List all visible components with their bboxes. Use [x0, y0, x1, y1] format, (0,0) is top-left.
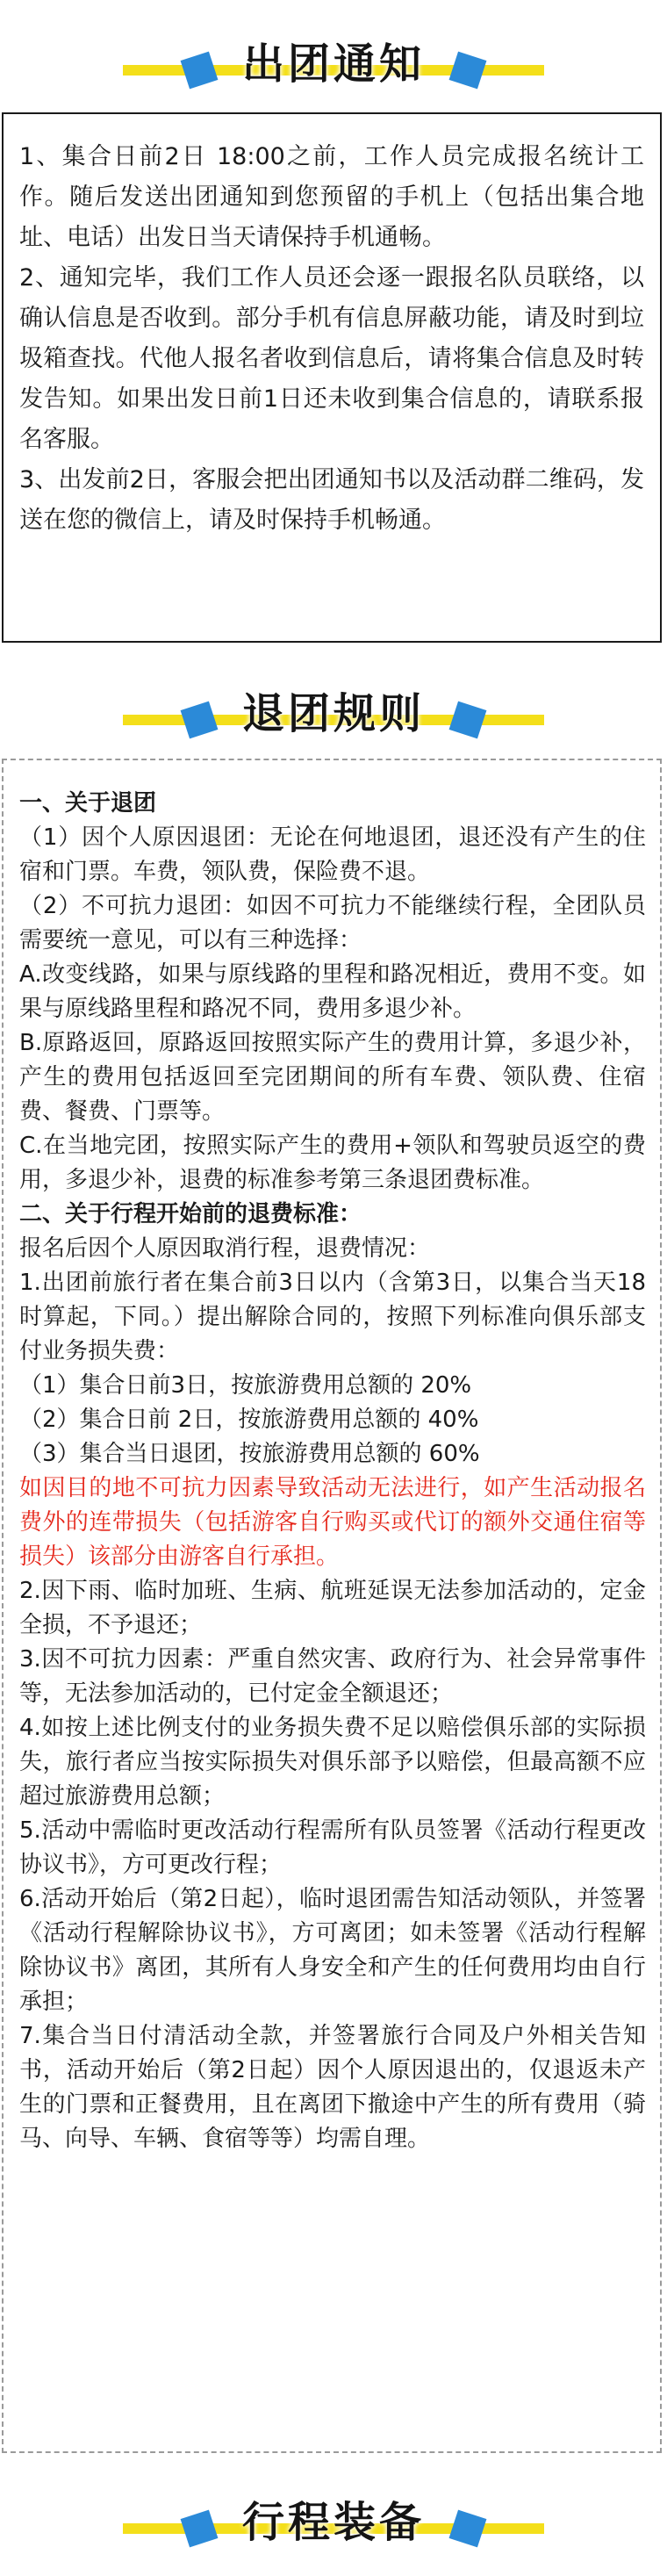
rule-line: 7.集合当日付清活动全款，并签署旅行合同及户外相关告知书，活动开始后（第2日起）因个人原因退出的，仅退返未产生的门票和正餐费用，且在离团下撤途中产生的所有费用（骑马、向导、车辆、食宿等等）均需自理。 — [19, 2023, 646, 2152]
refund-rules-box — [2, 759, 662, 2453]
rule-line: 5.活动中需临时更改活动行程需所有队员签署《活动行程更改协议书》，方可更改行程； — [19, 1817, 646, 1878]
rule-line: B.原路返回，原路返回按照实际产生的费用计算，多退少补，产生的费用包括返回至完团期间的所有车费、领队费、住宿费、餐费、门票等。 — [19, 1030, 646, 1125]
rule-line: （3）集合当日退团，按旅游费用总额的 60% — [19, 1441, 480, 1467]
rule-line: （2）不可抗力退团：如因不可抗力不能继续行程，全团队员需要统一意见，可以有三种选择： — [19, 893, 646, 953]
heading-refund-rules — [0, 676, 667, 746]
section-title: 退团规则 — [241, 689, 425, 738]
rule-warning: 如因目的地不可抗力因素导致活动无法进行，如产生活动报名费外的连带损失（包括游客自行购买或代订的额外交通住宿等损失）该部分由游客自行承担。 — [19, 1475, 646, 1570]
rule-line: （2）集合日前 2日，按旅游费用总额的 40% — [19, 1407, 479, 1433]
rule-line: 3.因不可抗力因素：严重自然灾害、政府行为、社会异常事件等，无法参加活动的，已付定金全额退还； — [19, 1646, 646, 1707]
heading-chutuan-notice — [0, 26, 667, 97]
rule-line: C.在当地完团，按照实际产生的费用+领队和驾驶员返空的费用，多退少补，退费的标准参考第三条退团费标准。 — [19, 1133, 646, 1193]
rule-line: 6.活动开始后（第2日起），临时退团需告知活动领队，并签署《活动行程解除协议书》，方可离团；如未签署《活动行程解除协议书》离团，其所有人身安全和产生的任何费用均由自行承担； — [19, 1886, 646, 2015]
rule-line: 2.因下雨、临时加班、生病、航班延误无法参加活动的，定金全损，不予退还； — [19, 1578, 646, 1638]
rule-line: （1）集合日前3日，按旅游费用总额的 20% — [19, 1372, 472, 1399]
rule-line: A.改变线路，如果与原线路的里程和路况相近，费用不变。如果与原线路里程和路况不同，费用多退少补。 — [19, 961, 646, 1022]
heading-equipment — [0, 2485, 667, 2555]
rule-line: 报名后因个人原因取消行程，退费情况： — [19, 1235, 431, 1262]
rule-heading: 一、关于退团 — [19, 790, 157, 817]
section-title: 出团通知 — [241, 40, 425, 89]
notice-paragraph: 3、出发前2日，客服会把出团通知书以及活动群二维码，发送在您的微信上，请及时保持手机畅通。 — [19, 466, 644, 534]
notice-paragraph: 1、集合日前2日 18:00之前，工作人员完成报名统计工作。随后发送出团通知到您预留的手机上（包括出集合地址、电话）出发日当天请保持手机通畅。 — [19, 143, 644, 251]
rule-line: 1.出团前旅行者在集合前3日以内（含第3日，以集合当天18时算起，下同。）提出解除合同的，按照下列标准向俱乐部支付业务损失费： — [19, 1270, 646, 1364]
notice-box — [2, 112, 662, 643]
section-title: 行程装备 — [241, 2498, 425, 2547]
rule-line: （1）因个人原因退团：无论在何地退团，退还没有产生的住宿和门票。车费，领队费，保险费不退。 — [19, 824, 646, 885]
rule-heading: 二、关于行程开始前的退费标准： — [19, 1201, 362, 1227]
notice-paragraph: 2、通知完毕，我们工作人员还会逐一跟报名队员联络，以确认信息是否收到。部分手机有信息屏蔽功能，请及时到垃圾箱查找。代他人报名者收到信息后，请将集合信息及时转发告知。如果出发日前1日还未收到集合信息的，请联系报名客服。 — [19, 264, 644, 453]
rule-line: 4.如按上述比例支付的业务损失费不足以赔偿俱乐部的实际损失，旅行者应当按实际损失对俱乐部予以赔偿，但最高额不应超过旅游费用总额； — [19, 1715, 646, 1810]
